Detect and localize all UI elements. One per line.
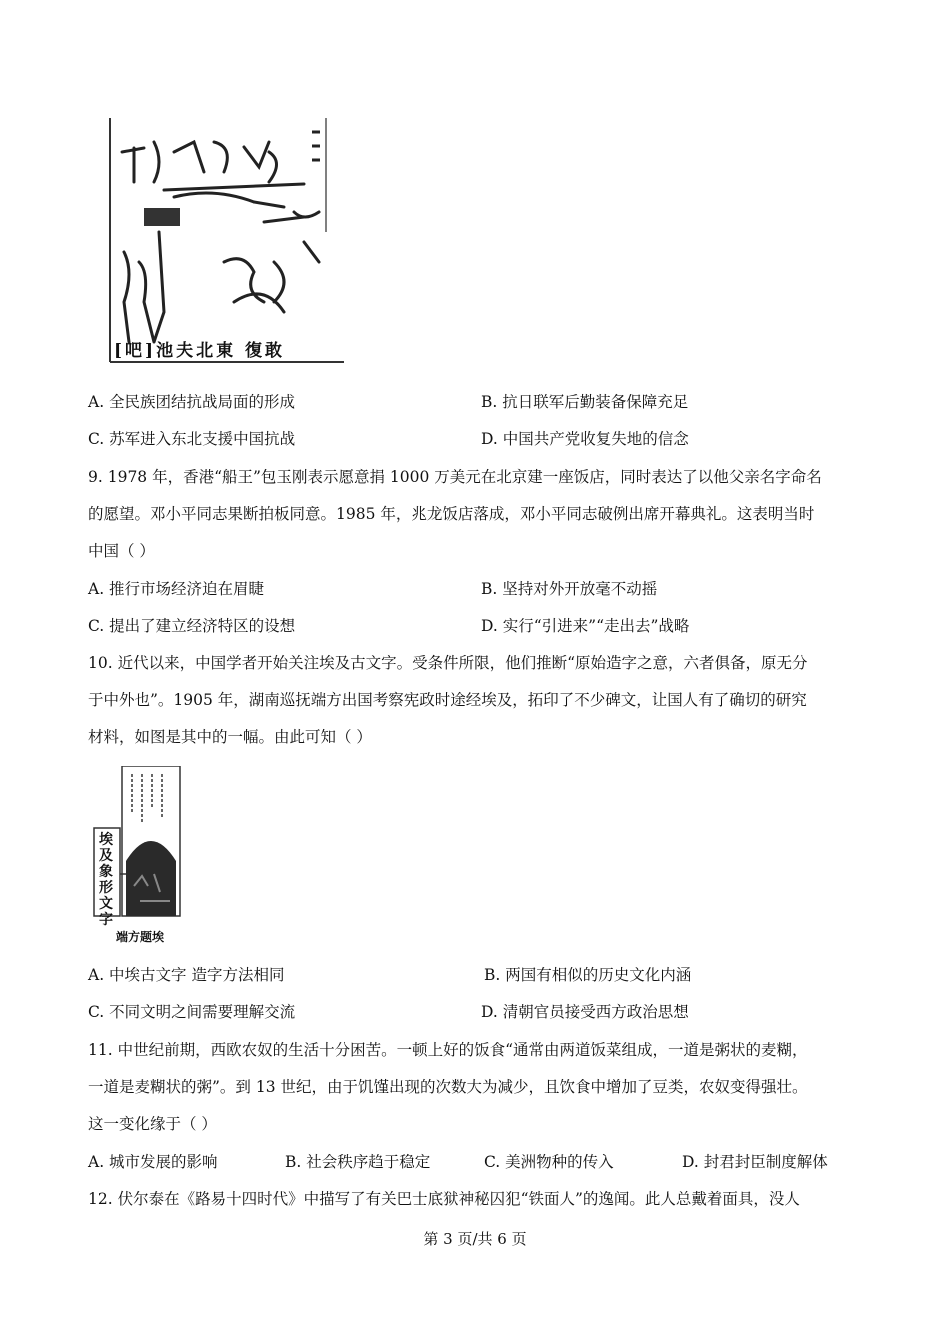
- q11-line-2: 一道是麦糊状的粥”。到 13 世纪，由于饥馑出现的次数大为减少，且饮食中增加了豆类，农奴变得强壮。: [88, 1078, 808, 1096]
- stele-rubbing-figure: [92, 766, 202, 946]
- q11-line-1: 11. 中世纪前期，西欧农奴的生活十分困苦。一顿上好的饭食“通常由两道饭菜组成，一道是粥状的麦糊，: [88, 1041, 808, 1059]
- woodcut-caption: [吧]池夫北東 復敢: [114, 341, 286, 361]
- q12-line-1: 12. 伏尔泰在《路易十四时代》中描写了有关巴士底狱神秘囚犯“铁面人”的逸闻。此人总戴着面具，没人: [88, 1190, 800, 1208]
- q10-option-c: C. 不同文明之间需要理解交流: [88, 1003, 296, 1021]
- q9-line-1: 9. 1978 年，香港“船王”包玉刚表示愿意捐 1000 万美元在北京建一座饭店，同时表达了以他父亲名字命名: [88, 468, 822, 486]
- stele-caption: 端方题埃: [116, 930, 165, 944]
- q10-option-a: A. 中埃古文字 造字方法相同: [88, 966, 285, 984]
- q10-option-d: D. 清朝官员接受西方政治思想: [481, 1003, 689, 1021]
- q10-line-2: 于中外也”。1905 年，湖南巡抚端方出国考察宪政时途经埃及，拓印了不少碑文，让国人有了确切的研究: [88, 691, 807, 709]
- stele-side-label: 埃及象形文字: [99, 832, 113, 928]
- q8-option-d: D. 中国共产党收复失地的信念: [481, 430, 689, 448]
- q8-option-a: A. 全民族团结抗战局面的形成: [88, 393, 296, 411]
- q9-option-c: C. 提出了建立经济特区的设想: [88, 617, 296, 635]
- q9-line-3: 中国（ ）: [88, 542, 155, 560]
- q8-option-c: C. 苏军进入东北支援中国抗战: [88, 430, 296, 448]
- q10-line-1: 10. 近代以来，中国学者开始关注埃及古文字。受条件所限，他们推断“原始造字之意，六者俱备，原无分: [88, 654, 808, 672]
- q9-line-2: 的愿望。邓小平同志果断拍板同意。1985 年，兆龙饭店落成，邓小平同志破例出席开幕典礼。这表明当时: [88, 505, 815, 523]
- q9-option-b: B. 坚持对外开放毫不动摇: [481, 580, 658, 598]
- q11-option-c: C. 美洲物种的传入: [484, 1153, 614, 1171]
- q11-option-b: B. 社会秩序趋于稳定: [285, 1153, 431, 1171]
- q8-option-b: B. 抗日联军后勤装备保障充足: [481, 393, 689, 411]
- q11-option-a: A. 城市发展的影响: [88, 1153, 218, 1171]
- woodcut-figure: [104, 112, 352, 374]
- q10-line-3: 材料，如图是其中的一幅。由此可知（ ）: [88, 728, 372, 746]
- q11-line-3: 这一变化缘于（ ）: [88, 1115, 217, 1133]
- q10-option-b: B. 两国有相似的历史文化内涵: [484, 966, 692, 984]
- page-footer: 第 3 页/共 6 页: [423, 1230, 527, 1248]
- q9-option-d: D. 实行“引进来”“走出去”战略: [481, 617, 690, 635]
- q9-option-a: A. 推行市场经济迫在眉睫: [88, 580, 265, 598]
- q11-option-d: D. 封君封臣制度解体: [682, 1153, 828, 1171]
